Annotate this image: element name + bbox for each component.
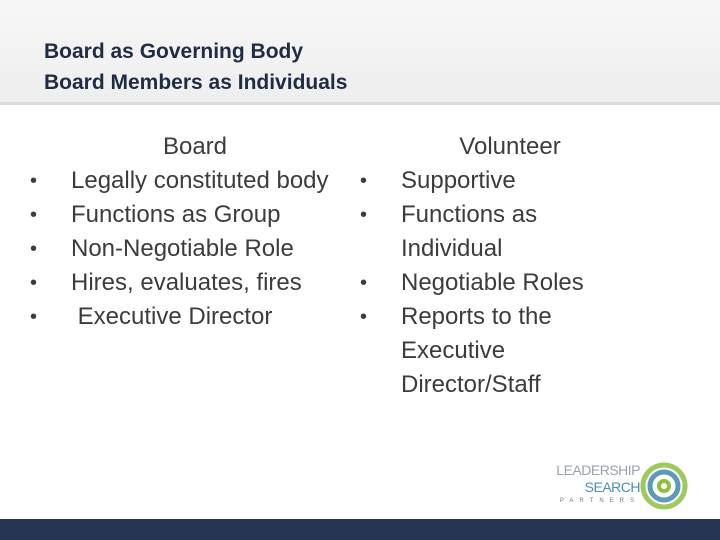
bullet: •: [360, 306, 368, 328]
logo-wordmark: LEADERSHIP SEARCH PARTNERS: [556, 462, 640, 504]
bullet: •: [30, 204, 38, 226]
board-heading: Board: [162, 133, 228, 160]
list-item: • Non-Negotiable Role: [30, 232, 350, 266]
title-line-1: Board as Governing Body: [44, 40, 304, 63]
list-item: • Functions as Individual: [360, 198, 660, 266]
list-item: • Executive Director: [30, 300, 350, 334]
title-line-2: Board Members as Individuals: [44, 71, 348, 94]
volunteer-heading: Volunteer: [459, 133, 561, 160]
slide-title: [44, 36, 347, 98]
bullet: •: [30, 306, 38, 328]
list-item: • Supportive: [360, 164, 660, 198]
footer-band: [0, 519, 720, 540]
volunteer-column: [360, 130, 660, 402]
list-item: • Negotiable Roles: [360, 266, 660, 300]
list-item: • Hires, evaluates, fires: [30, 266, 350, 300]
bullet: •: [30, 170, 38, 192]
list-item: • Reports to the Executive Director/Staff: [360, 300, 660, 402]
bullet: •: [30, 272, 38, 294]
ring-logo-icon: [640, 462, 688, 510]
board-column: [30, 130, 350, 334]
bullet: •: [360, 170, 368, 192]
list-item: • Functions as Group: [30, 198, 350, 232]
bullet: •: [360, 204, 368, 226]
bullet: •: [30, 238, 38, 260]
volunteer-list: [360, 164, 660, 402]
leadership-search-logo: [540, 462, 690, 514]
bullet: •: [360, 272, 368, 294]
list-item: • Legally constituted body: [30, 164, 350, 198]
board-list: [30, 164, 350, 334]
